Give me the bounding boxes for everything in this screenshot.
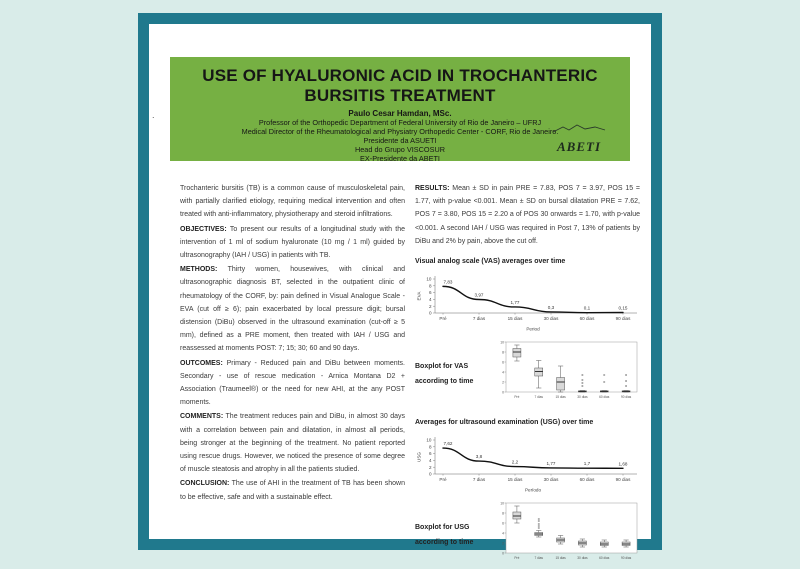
svg-text:Pré: Pré	[514, 395, 520, 400]
teal-frame	[138, 13, 662, 561]
svg-text:10: 10	[500, 501, 504, 506]
svg-text:90 dias: 90 dias	[615, 476, 631, 482]
usg-boxplot-caption-line2: according to time	[415, 538, 474, 546]
outcomes-text: Primary - Reduced pain and DiBu between moments. Secondary - use of rescue medication - Arnica Montana D2 + Association (Traumeel®) or the need for new AHI, at the any POST moments.	[180, 359, 405, 407]
svg-text:0: 0	[428, 471, 432, 477]
usg-line-chart-title: Averages for ultrasound examination (USG) over time	[415, 418, 594, 426]
svg-text:7 dias: 7 dias	[472, 476, 486, 482]
svg-text:4: 4	[502, 370, 504, 375]
svg-text:1,7: 1,7	[583, 461, 591, 467]
svg-text:30 dias: 30 dias	[543, 316, 559, 322]
left-column	[180, 182, 405, 505]
svg-text:60 dias: 60 dias	[579, 476, 595, 482]
svg-text:4: 4	[502, 531, 504, 536]
vas-line-chart	[415, 270, 641, 337]
svg-text:USG: USG	[416, 451, 422, 462]
svg-text:6: 6	[502, 521, 504, 526]
conclusion-label: CONCLUSION:	[180, 480, 230, 488]
usg-boxplot-row	[415, 500, 640, 569]
poster-title	[170, 66, 630, 106]
poster-title-line1: USE OF HYALURONIC ACID IN TROCHANTERIC	[202, 66, 598, 85]
svg-text:1,68: 1,68	[618, 461, 628, 467]
author-name: Paulo Cesar Hamdan, MSc.	[348, 109, 452, 118]
poster	[149, 24, 651, 561]
comments-text: The treatment reduces pain and DiBu, in almost 30 days with a correlation between pain and dilatation, in almost all periods, being stronger at the beginning of the treatment. No patient reported using rescue drugs. However, we noticed the presence of some degree of muscle steatosis and atrophy in all the patients studied.	[180, 413, 405, 474]
svg-text:6: 6	[502, 360, 504, 365]
svg-text:7,62: 7,62	[443, 440, 453, 446]
vas-boxplot-chart	[494, 339, 640, 408]
svg-text:15 dias: 15 dias	[555, 395, 566, 400]
poster-title-line2: BURSITIS TREATMENT	[304, 86, 496, 105]
comments-label: COMMENTS:	[180, 413, 224, 421]
outcomes-paragraph	[180, 357, 405, 410]
conclusion-paragraph	[180, 477, 405, 503]
objectives-paragraph	[180, 223, 405, 263]
svg-text:10: 10	[426, 437, 432, 443]
svg-text:90 dias: 90 dias	[620, 395, 632, 400]
comments-paragraph	[180, 410, 405, 476]
results-label: RESULTS:	[415, 185, 450, 192]
vas-boxplot-caption	[415, 359, 489, 389]
methods-text: Thirty women, housewives, with clinical and ultrasonographic diagnosis BT, selected in the outpatient clinic of rheumatology of the CORF, by: pain defined in Visual Analogue Scale - EVA (cut off ≥ 6); pain exacerbated by local pressure digit; bursal distension (DiBu) observed in the ultrasound examination (cut-off ≥ 5 mm), defined as a PRE moment, then treated with IAH / USG and reassessed at moments POST: 7; 15; 30; 60 and 90 days.	[180, 266, 405, 353]
svg-text:4: 4	[428, 457, 432, 463]
svg-text:2: 2	[502, 380, 504, 385]
affiliation-line: Medical Director of the Rheumatological and Physiatry Orthopedic Center - CORF, Rio de Janeiro.	[241, 127, 559, 136]
vas-line-chart-title: Visual analog scale (VAS) averages over time	[415, 258, 566, 266]
affiliation-line: Presidente da ASUETI	[363, 136, 437, 145]
vas-boxplot-caption-line2: according to time	[415, 378, 474, 386]
svg-text:7 dias: 7 dias	[534, 395, 544, 400]
svg-text:7,83: 7,83	[443, 279, 453, 285]
right-column	[415, 182, 640, 569]
intro-text: Trochanteric bursitis (TB) is a common cause of musculoskeletal pain, with partially clarified etiology, requiring medical intervention and often treated with anti-inflammatory, physiotherapy and steroid infiltrations.	[180, 185, 405, 219]
svg-text:1,77: 1,77	[546, 460, 556, 466]
svg-text:6: 6	[428, 290, 432, 296]
objectives-label: OBJECTIVES:	[180, 225, 227, 233]
svg-text:4: 4	[428, 297, 432, 303]
svg-text:8: 8	[502, 511, 504, 516]
methods-label: METHODS:	[180, 266, 218, 274]
svg-text:7 dias: 7 dias	[472, 316, 486, 322]
svg-text:2: 2	[502, 541, 504, 546]
stray-mark: .	[152, 110, 155, 120]
svg-text:0,15: 0,15	[618, 305, 628, 311]
svg-text:15 dias: 15 dias	[507, 476, 523, 482]
svg-text:0,1: 0,1	[583, 305, 591, 311]
svg-text:Período: Período	[524, 487, 542, 493]
results-text: Mean ± SD in pain PRE = 7.83, POS 7 = 3.97, POS 15 = 1.77, with p-value <0.001. Mean ± SD on bursal dilatation PRE = 7.62, POS 7 = 3.80, POS 15 = 2.20 a of POS 30 onwards = 1.70, with p-value <0.001. A second IAH / USG was required in Post 7, 13% of patients by DiBu and 2% by pain, above the cut off.	[415, 185, 640, 245]
usg-boxplot-chart	[494, 500, 640, 569]
svg-text:0: 0	[428, 310, 432, 316]
mountain-icon	[551, 124, 607, 134]
svg-text:8: 8	[502, 350, 504, 355]
usg-boxplot-caption	[415, 520, 489, 550]
affiliation-line: Head do Grupo VISCOSUR	[354, 145, 446, 154]
svg-text:3,97: 3,97	[474, 292, 484, 298]
usg-line-chart	[415, 431, 641, 498]
svg-text:Period: Period	[526, 326, 540, 332]
svg-text:30 dias: 30 dias	[577, 395, 588, 400]
svg-text:EVA: EVA	[416, 291, 422, 301]
poster-header	[170, 57, 630, 161]
svg-text:15 dias: 15 dias	[507, 316, 523, 322]
svg-text:90 dias: 90 dias	[615, 316, 631, 322]
svg-text:Pré: Pré	[439, 316, 447, 322]
svg-text:2: 2	[428, 304, 432, 310]
abeti-logo	[544, 121, 614, 155]
outcomes-label: OUTCOMES:	[180, 359, 223, 367]
svg-text:6: 6	[428, 451, 432, 457]
svg-text:60 dias: 60 dias	[599, 556, 610, 561]
objectives-text: To present our results of a longitudinal study with the intervention of 1 ml of sodium hyaluronate (10 mg / 1 ml) guided by ultrasonography (IAH / USG) in patients with TB.	[180, 225, 405, 260]
affiliation-line: EX-Presidente da ABETI	[360, 154, 440, 163]
svg-text:15 dias: 15 dias	[555, 556, 566, 561]
abeti-logo-text: ABETI	[556, 139, 601, 154]
svg-text:0: 0	[502, 390, 504, 395]
svg-text:Pré: Pré	[514, 556, 520, 561]
svg-text:1,77: 1,77	[510, 300, 520, 306]
svg-text:60 dias: 60 dias	[599, 395, 610, 400]
svg-text:7 dias: 7 dias	[534, 556, 544, 561]
vas-boxplot-caption-line1: Boxplot for VAS	[415, 363, 469, 371]
svg-text:30 dias: 30 dias	[577, 556, 588, 561]
svg-text:10: 10	[426, 276, 432, 282]
intro-paragraph	[180, 182, 405, 222]
affiliation-line: Professor of the Orthopedic Department of Federal University of Rio de Janeiro – UFRJ	[258, 118, 542, 127]
svg-text:8: 8	[428, 283, 432, 289]
conclusion-text: The use of AHI in the treatment of TB has been shown to be effective, safe and with a sustainable effect.	[180, 480, 405, 501]
svg-text:10: 10	[500, 340, 504, 345]
results-paragraph	[415, 182, 640, 248]
svg-text:0: 0	[502, 551, 504, 556]
svg-text:2: 2	[428, 464, 432, 470]
svg-text:0,3: 0,3	[547, 305, 555, 311]
svg-text:60 dias: 60 dias	[579, 316, 595, 322]
vas-boxplot-row	[415, 339, 640, 408]
svg-text:30 dias: 30 dias	[543, 476, 559, 482]
svg-text:3,8: 3,8	[475, 453, 483, 459]
usg-boxplot-caption-line1: Boxplot for USG	[415, 523, 470, 531]
svg-text:8: 8	[428, 444, 432, 450]
svg-text:2,2: 2,2	[511, 459, 519, 465]
svg-text:Pré: Pré	[439, 476, 447, 482]
methods-paragraph	[180, 263, 405, 355]
svg-text:90 dias: 90 dias	[620, 556, 632, 561]
